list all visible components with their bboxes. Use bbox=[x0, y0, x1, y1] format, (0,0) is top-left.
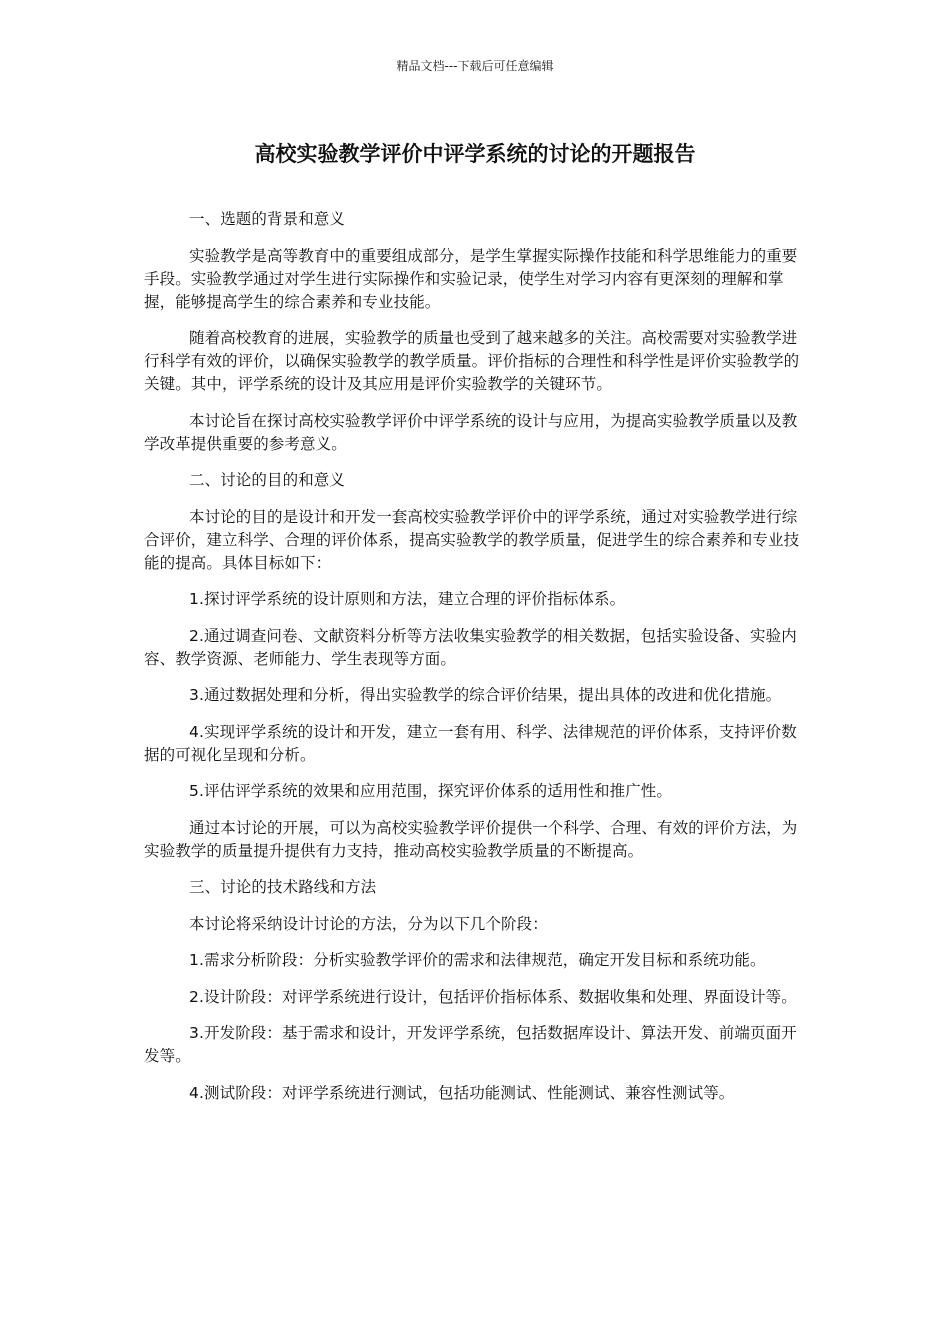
paragraph: 本讨论将采纳设计讨论的方法，分为以下几个阶段： bbox=[189, 914, 548, 933]
document-title: 高校实验教学评价中评学系统的讨论的开题报告 bbox=[254, 142, 696, 166]
header-note: 精品文档---下载后可任意编辑 bbox=[396, 59, 554, 73]
list-item: 4.测试阶段：对评学系统进行测试，包括功能测试、性能测试、兼容性测试等。 bbox=[189, 1083, 735, 1102]
list-item: 3.通过数据处理和分析，得出实验教学的综合评价结果，提出具体的改进和优化措施。 bbox=[189, 686, 782, 704]
section-heading-purpose: 二、讨论的目的和意义 bbox=[189, 471, 346, 489]
paragraph: 随着高校教育的进展，实验教学的质量也受到了越来越多的关注。高校需要对实验教学进行科学有效的评价，以确保实验教学的教学质量。评价指标的合理性和科学性是评价实验教学的关键。其中，评学系统的设计及其应用是评价实验教学的关键环节。 bbox=[144, 329, 800, 393]
section-heading-background: 一、选题的背景和意义 bbox=[189, 210, 346, 228]
document-body bbox=[144, 208, 812, 1118]
section-heading-method: 三、讨论的技术路线和方法 bbox=[189, 878, 377, 896]
list-item: 5.评估评学系统的效果和应用范围，探究评价体系的适用性和推广性。 bbox=[189, 782, 672, 800]
list-item: 3.开发阶段：基于需求和设计，开发评学系统，包括数据库设计、算法开发、前端页面开发等。 bbox=[144, 1024, 797, 1065]
paragraph: 实验教学是高等教育中的重要组成部分，是学生掌握实际操作技能和科学思维能力的重要手段。实验教学通过对学生进行实际操作和实验记录，使学生对学习内容有更深刻的理解和掌握，能够提高学生的综合素养和专业技能。 bbox=[144, 246, 798, 311]
list-item: 1.探讨评学系统的设计原则和方法，建立合理的评价指标体系。 bbox=[189, 590, 626, 608]
list-item: 2.设计阶段：对评学系统进行设计，包括评价指标体系、数据收集和处理、界面设计等。 bbox=[189, 987, 797, 1006]
list-item: 4.实现评学系统的设计和开发，建立一套有用、科学、法律规范的评价体系，支持评价数据的可视化呈现和分析。 bbox=[144, 722, 797, 764]
paragraph: 本讨论的目的是设计和开发一套高校实验教学评价中的评学系统，通过对实验教学进行综合评价，建立科学、合理的评价体系，提高实验教学的教学质量，促进学生的综合素养和专业技能的提高。具体目标如下： bbox=[144, 507, 800, 572]
paragraph: 通过本讨论的开展，可以为高校实验教学评价提供一个科学、合理、有效的评价方法，为实验教学的质量提升提供有力支持，推动高校实验教学质量的不断提高。 bbox=[144, 818, 798, 860]
list-item: 2.通过调查问卷、文献资料分析等方法收集实验教学的相关数据，包括实验设备、实验内容、教学资源、老师能力、学生表现等方面。 bbox=[144, 626, 797, 668]
list-item: 1.需求分析阶段：分析实验教学评价的需求和法律规范，确定开发目标和系统功能。 bbox=[189, 951, 766, 969]
paragraph: 本讨论旨在探讨高校实验教学评价中评学系统的设计与应用，为提高实验教学质量以及教学改革提供重要的参考意义。 bbox=[144, 411, 798, 453]
